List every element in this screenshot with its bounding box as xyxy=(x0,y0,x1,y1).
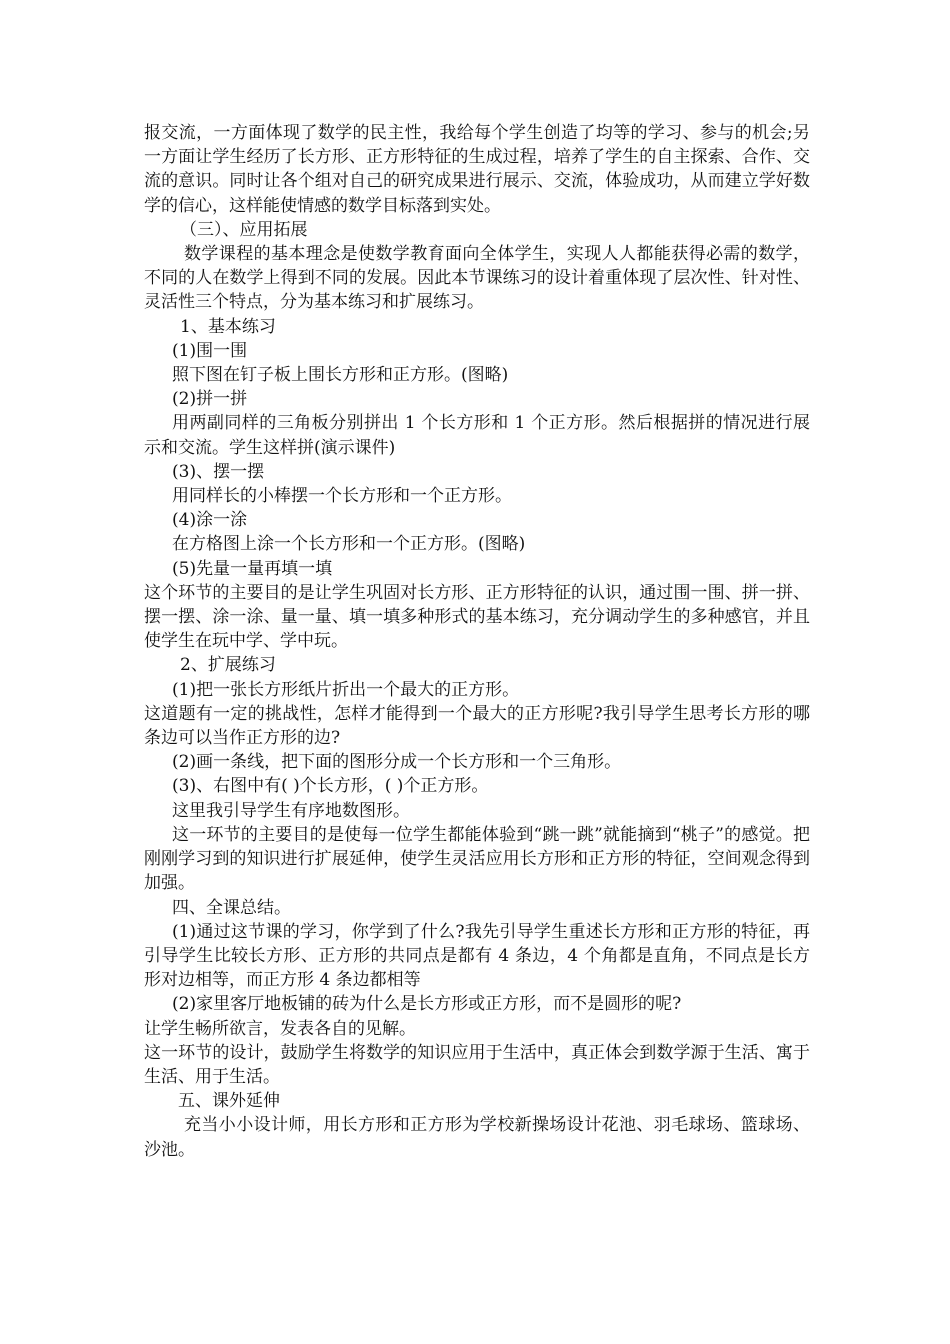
exercise-item-4: (4)涂一涂 xyxy=(172,510,248,531)
exercise-item-3-desc: 用同样长的小棒摆一个长方形和一个正方形。 xyxy=(172,486,512,507)
extended-item-1: (1)把一张长方形纸片折出一个最大的正方形。 xyxy=(172,679,520,700)
subheading-extended-practice: 2、扩展练习 xyxy=(180,655,276,676)
summary-item-1: (1)通过这节课的学习，你学到了什么?我先引导学生重述长方形和正方形的特征，再引导学生比较长方形、正方形的共同点是都有 4 条边，4 个角都是直角，不同点是长方形对边相等，而正方形 4 条边都相等 xyxy=(144,921,810,991)
exercise-item-2: (2)拼一拼 xyxy=(172,389,248,410)
subheading-basic-practice: 1、基本练习 xyxy=(180,316,276,337)
section-heading-summary: 四、全课总结。 xyxy=(172,897,291,918)
paragraph-intro-continuation: 报交流，一方面体现了数学的民主性，我给每个学生创造了均等的学习、参与的机会;另一方面让学生经历了长方形、正方形特征的生成过程，培养了学生的自主探索、合作、交流的意识。同时让各个组对自己的研究成果进行展示、交流，体验成功，从而建立学好数学的信心，这样能使情感的数学目标落到实处。 xyxy=(144,123,810,216)
extended-item-3: (3)、右图中有( )个长方形，( )个正方形。 xyxy=(172,776,489,797)
paragraph-basic-practice-purpose: 这个环节的主要目的是让学生巩固对长方形、正方形特征的认识，通过围一围、拼一拼、摆一摆、涂一涂、量一量、填一填多种形式的基本练习，充分调动学生的多种感官，并且使学生在玩中学、学中玩。 xyxy=(144,582,810,652)
exercise-item-4-desc: 在方格图上涂一个长方形和一个正方形。(图略) xyxy=(172,534,526,555)
exercise-item-2-desc: 用两副同样的三角板分别拼出 1 个长方形和 1 个正方形。然后根据拼的情况进行展示和交流。学生这样拼(演示课件) xyxy=(144,413,810,458)
summary-design-note: 这一环节的设计，鼓励学生将数学的知识应用于生活中，真正体会到数学源于生活、寓于生活、用于生活。 xyxy=(144,1042,810,1087)
exercise-item-1-desc: 照下图在钉子板上围长方形和正方形。(图略) xyxy=(172,365,509,386)
exercise-item-3: (3)、摆一摆 xyxy=(172,461,265,482)
paragraph-extended-practice-purpose: 这一环节的主要目的是使每一位学生都能体验到“跳一跳”就能摘到“桃子”的感觉。把刚刚学习到的知识进行扩展延伸，使学生灵活应用长方形和正方形的特征，空间观念得到加强。 xyxy=(144,824,810,894)
extended-item-1-desc: 这道题有一定的挑战性，怎样才能得到一个最大的正方形呢?我引导学生思考长方形的哪条边可以当作正方形的边? xyxy=(144,703,810,749)
section-heading-application: （三）、应用拓展 xyxy=(180,219,308,240)
exercise-item-1: (1)围一围 xyxy=(172,340,248,361)
paragraph-curriculum-concept: 数学课程的基本理念是使数学教育面向全体学生，实现人人都能获得必需的数学，不同的人在数学上得到不同的发展。因此本节课练习的设计着重体现了层次性、针对性、灵活性三个特点，分为基本练习和扩展练习。 xyxy=(144,244,810,313)
exercise-item-5: (5)先量一量再填一填 xyxy=(172,558,333,579)
summary-item-2: (2)家里客厅地板铺的砖为什么是长方形或正方形，而不是圆形的呢? xyxy=(172,994,682,1015)
document-body xyxy=(144,121,810,1162)
extended-item-3-desc: 这里我引导学生有序地数图形。 xyxy=(172,800,410,821)
extended-item-2: (2)画一条线，把下面的图形分成一个长方形和一个三角形。 xyxy=(172,752,622,773)
section-heading-extension: 五、课外延伸 xyxy=(178,1091,280,1112)
paragraph-extension-task: 充当小小设计师，用长方形和正方形为学校新操场设计花池、羽毛球场、篮球场、沙池。 xyxy=(144,1115,810,1160)
summary-discussion: 让学生畅所欲言，发表各自的见解。 xyxy=(144,1018,416,1039)
